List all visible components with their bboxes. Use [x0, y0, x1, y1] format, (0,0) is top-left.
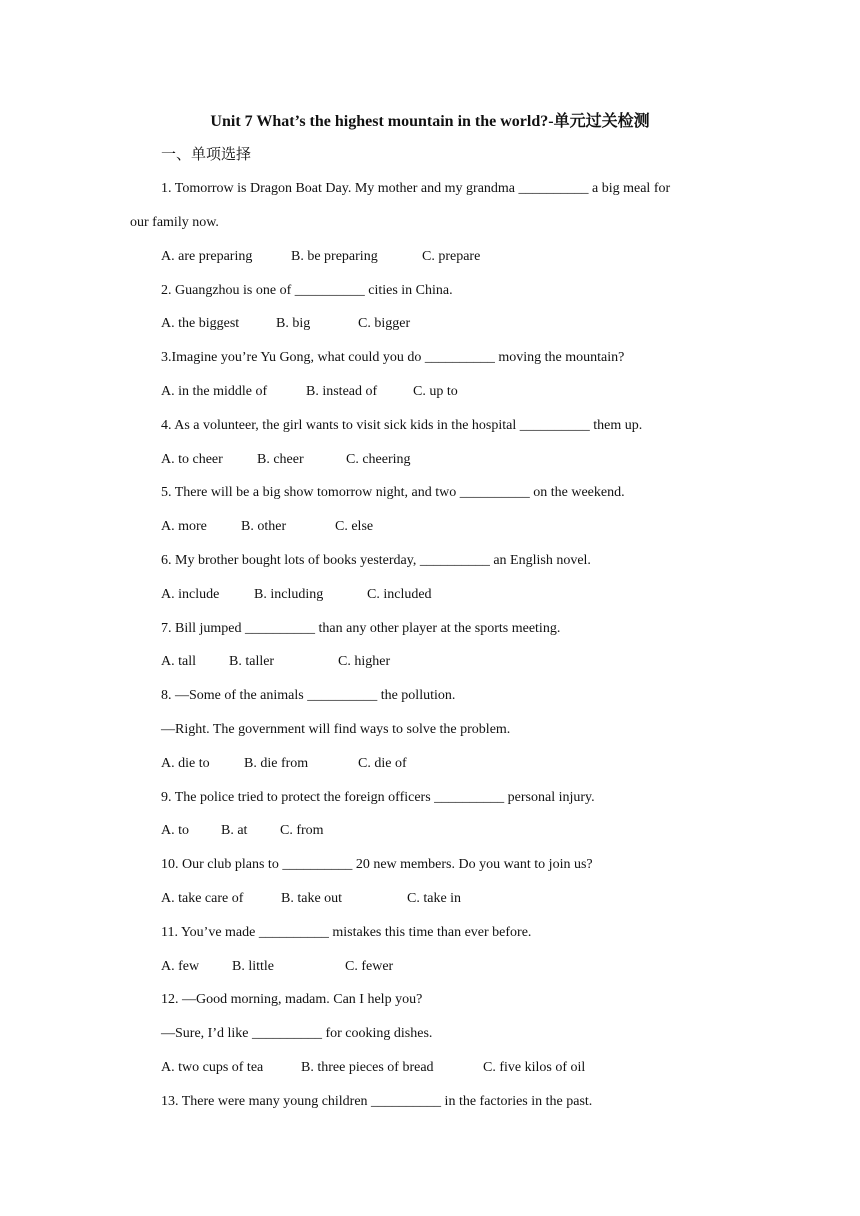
question-10-option-a[interactable]: A. take care of	[161, 891, 244, 906]
question-3-options	[161, 382, 458, 402]
question-5-option-b[interactable]: B. other	[241, 519, 287, 534]
question-4-stem: 4. As a volunteer, the girl wants to visit sick kids in the hospital __________ them up.	[161, 418, 643, 433]
question-9-stem: 9. The police tried to protect the foreign officers __________ personal injury.	[161, 790, 595, 805]
document-title: Unit 7 What’s the highest mountain in the world?-单元过关检测	[210, 113, 650, 130]
question-7-option-a[interactable]: A. tall	[161, 654, 196, 669]
question-7-options	[161, 652, 390, 672]
question-4-option-b[interactable]: B. cheer	[257, 452, 304, 467]
section-heading: 一、单项选择	[161, 147, 252, 163]
question-13-stem: 13. There were many young children __________ in the factories in the past.	[161, 1094, 593, 1109]
question-1-option-b[interactable]: B. be preparing	[291, 249, 378, 264]
question-2-options	[161, 314, 410, 334]
question-1-stem: 1. Tomorrow is Dragon Boat Day. My mother and my grandma __________ a big meal for	[161, 181, 671, 196]
question-7-option-b[interactable]: B. taller	[229, 654, 275, 669]
question-3-option-a[interactable]: A. in the middle of	[161, 384, 268, 399]
question-9-options	[161, 821, 324, 841]
question-12-stem: 12. —Good morning, madam. Can I help you?	[161, 992, 423, 1007]
question-7-option-c[interactable]: C. higher	[338, 654, 391, 669]
question-7-stem: 7. Bill jumped __________ than any other player at the sports meeting.	[161, 621, 561, 636]
question-5-stem: 5. There will be a big show tomorrow night, and two __________ on the weekend.	[161, 485, 625, 500]
question-9-option-a[interactable]: A. to	[161, 823, 189, 838]
question-6-option-c[interactable]: C. included	[367, 587, 432, 602]
question-10-stem: 10. Our club plans to __________ 20 new members. Do you want to join us?	[161, 857, 593, 872]
question-3-stem: 3.Imagine you’re Yu Gong, what could you do __________ moving the mountain?	[161, 350, 625, 365]
question-1-stem-continued: our family now.	[130, 215, 219, 230]
question-5-option-a[interactable]: A. more	[161, 519, 207, 534]
question-1-option-a[interactable]: A. are preparing	[161, 249, 253, 264]
question-12-options	[161, 1058, 585, 1078]
question-8-option-c[interactable]: C. die of	[358, 756, 407, 771]
question-2-stem: 2. Guangzhou is one of __________ cities in China.	[161, 283, 453, 298]
question-4-option-c[interactable]: C. cheering	[346, 452, 411, 467]
question-3-option-c[interactable]: C. up to	[413, 384, 458, 399]
question-11-stem: 11. You’ve made __________ mistakes this time than ever before.	[161, 925, 532, 940]
question-10-option-c[interactable]: C. take in	[407, 891, 462, 906]
question-2-option-b[interactable]: B. big	[276, 316, 311, 331]
question-4-option-a[interactable]: A. to cheer	[161, 452, 223, 467]
question-9-option-c[interactable]: C. from	[280, 823, 324, 838]
question-9-option-b[interactable]: B. at	[221, 823, 248, 838]
question-6-stem: 6. My brother bought lots of books yesterday, __________ an English novel.	[161, 553, 591, 568]
question-3-option-b[interactable]: B. instead of	[306, 384, 378, 399]
question-5-options	[161, 517, 373, 537]
question-11-option-b[interactable]: B. little	[232, 959, 274, 974]
question-11-options	[161, 957, 393, 977]
question-6-option-a[interactable]: A. include	[161, 587, 220, 602]
question-2-option-c[interactable]: C. bigger	[358, 316, 411, 331]
question-11-option-c[interactable]: C. fewer	[345, 959, 394, 974]
question-12-option-b[interactable]: B. three pieces of bread	[301, 1060, 434, 1075]
question-12-option-c[interactable]: C. five kilos of oil	[483, 1060, 586, 1075]
question-4-options	[161, 450, 411, 470]
question-8-option-a[interactable]: A. die to	[161, 756, 210, 771]
question-10-options	[161, 889, 461, 909]
question-10-option-b[interactable]: B. take out	[281, 891, 343, 906]
question-11-option-a[interactable]: A. few	[161, 959, 200, 974]
question-5-option-c[interactable]: C. else	[335, 519, 374, 534]
question-8-option-b[interactable]: B. die from	[244, 756, 309, 771]
question-12-stem-continued: —Sure, I’d like __________ for cooking dishes.	[161, 1026, 433, 1041]
question-1-option-c[interactable]: C. prepare	[422, 249, 481, 264]
question-12-option-a[interactable]: A. two cups of tea	[161, 1060, 264, 1075]
question-8-options	[161, 754, 407, 774]
question-6-option-b[interactable]: B. including	[254, 587, 324, 602]
question-6-options	[161, 585, 432, 605]
question-1-options	[161, 247, 480, 267]
question-2-option-a[interactable]: A. the biggest	[161, 316, 240, 331]
question-8-stem-continued: —Right. The government will find ways to solve the problem.	[161, 722, 511, 737]
question-8-stem: 8. —Some of the animals __________ the pollution.	[161, 688, 456, 703]
